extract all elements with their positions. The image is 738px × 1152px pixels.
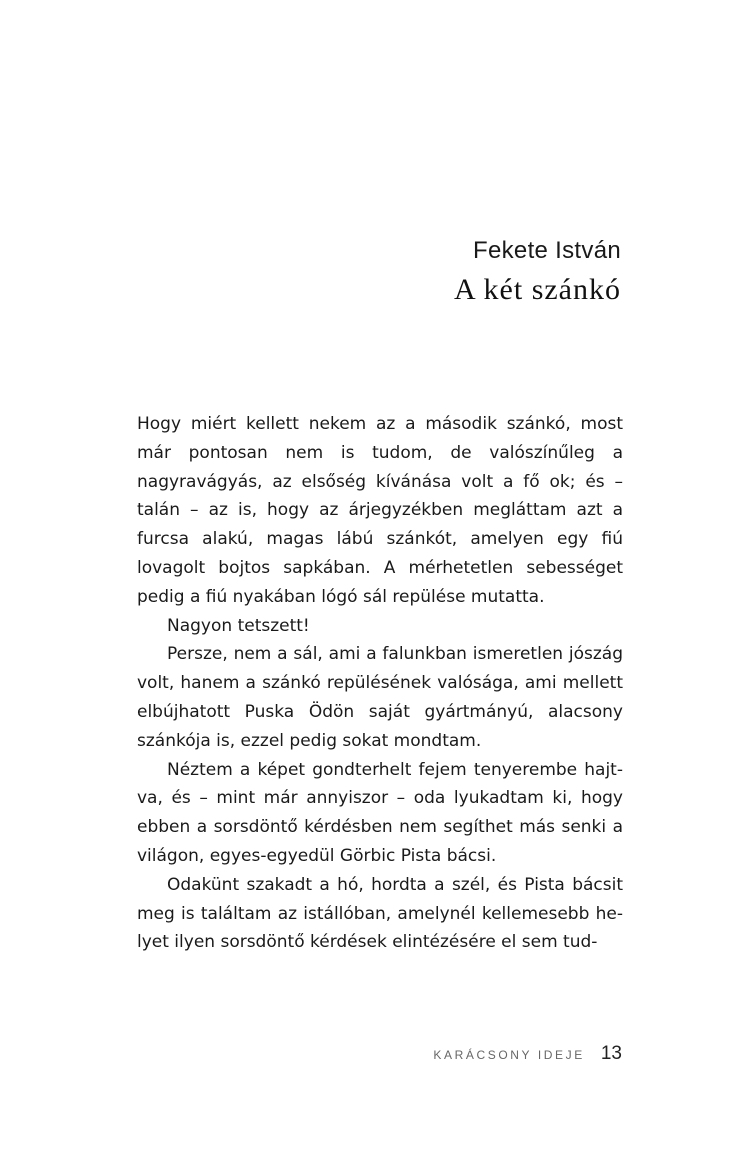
chapter-title: A két szánkó [454,273,621,306]
body-text [137,410,623,957]
author-name: Fekete István [473,237,621,264]
paragraph-4: Néztem a képet gondterhelt fejem tenyerembe hajtva, és – mint már annyiszor – oda lyukadtam ki, hogy ebben a sorsdöntő kérdésben nem segíthet más senki a világon, egyes-egyedül Görbic Pista bácsi. [137,759,623,866]
running-head: KARÁCSONY IDEJE [433,1048,585,1062]
paragraph-1: Hogy miért kellett nekem az a második szánkó, most már pontosan nem is tudom, de valószínűleg a nagyravágyás, az elsőség kívánása volt a fő ok; és – talán – az is, hogy az árjegyzékben megláttam azt a furcsa alakú, magas lábú szánkót, amelyen egy fiú lovagolt bojtos sapkában. A mérhetetlen sebességet pedig a fiú nyakában lógó sál repülése mutatta. [137,414,623,607]
paragraph-2: Nagyon tetszett! [167,615,310,636]
chapter-heading [454,236,621,310]
page-footer [433,1043,622,1065]
paragraph-5: Odakünt szakadt a hó, hordta a szél, és Pista bácsit meg is találtam az istállóban, amelynél kellemesebb helyet ilyen sorsdöntő kérdések elintézésére el sem tud- [137,874,623,953]
paragraph-3: Persze, nem a sál, ami a falunkban ismeretlen jószág volt, hanem a szánkó repülésének valósága, ami mellett elbújhatott Puska Ödön saját gyártmányú, alacsony szánkója is, ezzel pedig sokat mondtam. [137,644,623,751]
page-number: 13 [600,1043,622,1064]
